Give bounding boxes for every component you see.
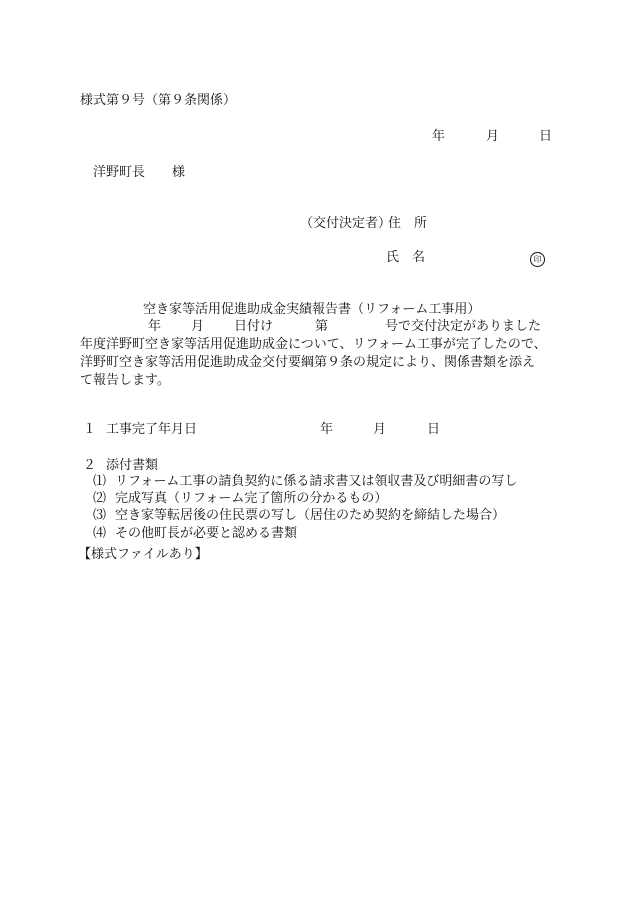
date-day-label: 日 [539,129,553,144]
body-day: 日付け [234,319,274,334]
name-label: 氏 名 [386,250,426,265]
body-month: 月 [191,319,205,334]
section1-number: １ [83,422,97,437]
address-label: 住 所 [388,216,428,231]
body-line-2: 年度洋野町空き家等活用促進助成金について、リフォーム工事が完了したので、 [80,337,547,352]
file-available-note: 【様式ファイルあり】 [78,547,208,562]
date-month-label: 月 [486,129,500,144]
list-item [93,507,505,525]
body-line1-rest: 号で交付決定がありました [385,319,542,334]
list-item-number: ⑷ [93,526,107,541]
section2-label: 添付書類 [106,458,159,473]
section2-number: ２ [83,458,97,473]
section1-year: 年 [320,422,334,437]
body-line-3: 洋野町空き家等活用促進助成金交付要綱第９条の規定により、関係書類を添え [80,355,536,370]
list-item-text: その他町長が必要と認める書類 [115,526,298,541]
list-item [93,490,387,508]
body-line-4: て報告します。 [80,373,170,388]
section1-label: 工事完了年月日 [106,422,198,437]
list-item [93,473,517,491]
body-year: 年 [148,319,162,334]
document-title: 空き家等活用促進助成金実績報告書（リフォーム工事用） [143,302,481,317]
recipient-suffix: 様 [172,165,186,180]
list-item [93,525,297,543]
section1-month: 月 [373,422,387,437]
list-item-number: ⑶ [93,508,107,523]
list-item-text: 完成写真（リフォーム完了箇所の分かるもの） [115,491,388,506]
body-number-label: 第 [315,319,329,334]
recipient: 洋野町長 [93,165,146,180]
list-item-number: ⑴ [93,474,107,489]
list-item-text: リフォーム工事の請負契約に係る請求書又は領収書及び明細書の写し [115,474,518,489]
section1-day: 日 [427,422,441,437]
seal-mark [530,250,545,268]
list-item-text: 空き家等転居後の住民票の写し（居住のため契約を締結した場合） [115,508,506,523]
list-item-number: ⑵ [93,491,107,506]
seal-icon: 印 [530,252,545,267]
date-year-label: 年 [432,129,446,144]
form-number: 様式第９号（第９条関係） [80,93,237,108]
applicant-org-label: （交付決定者） [300,216,392,231]
